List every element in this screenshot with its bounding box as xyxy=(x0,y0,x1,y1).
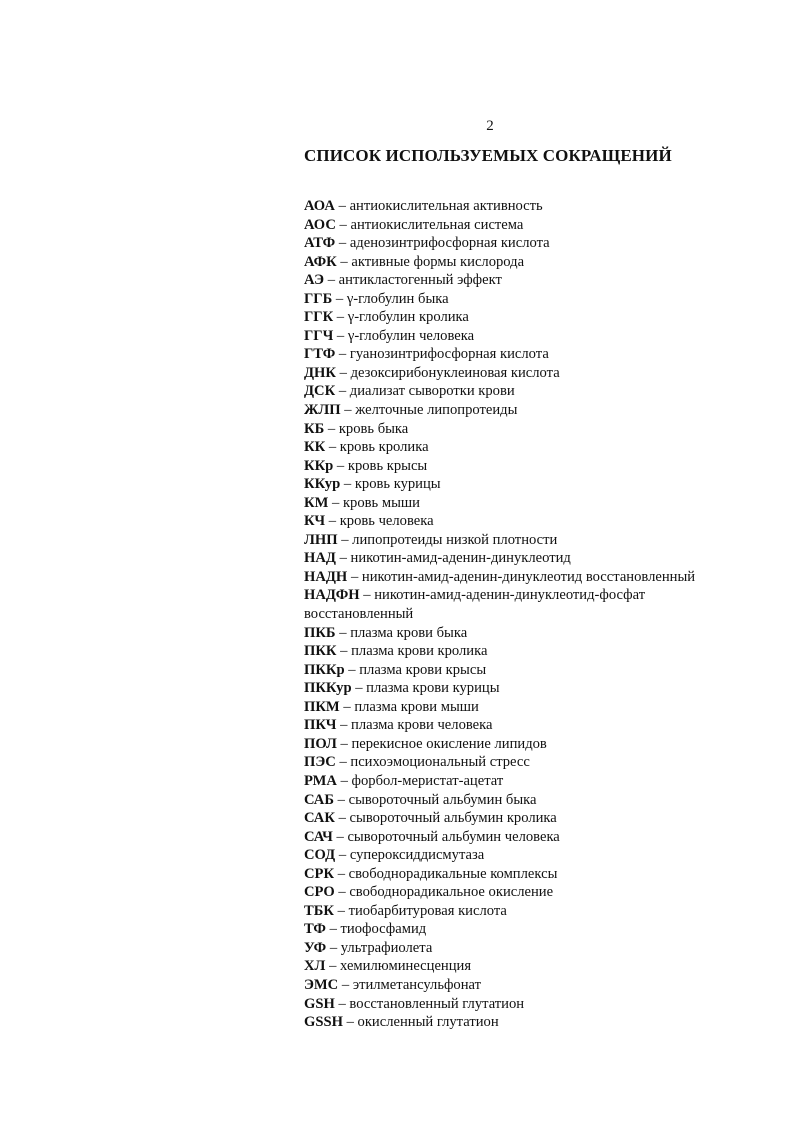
abbreviation-definition: никотин-амид-аденин-динуклеотид восстановленный xyxy=(361,568,696,585)
abbreviation-definition: тиобарбитуровая кислота xyxy=(348,902,507,919)
abbreviation-separator: – xyxy=(333,902,349,919)
abbreviation-item xyxy=(304,549,704,568)
abbreviation-term: САК xyxy=(304,810,335,827)
abbreviation-separator: – xyxy=(340,476,355,493)
abbreviation-item xyxy=(304,308,704,327)
abbreviation-definition: γ-глобулин человека xyxy=(347,327,475,344)
abbreviation-term: НАД xyxy=(304,550,336,567)
abbreviation-term: ХЛ xyxy=(304,958,326,975)
abbreviation-definition: плазма крови кролика xyxy=(351,643,488,660)
abbreviation-term: ПКЧ xyxy=(304,717,337,734)
abbreviation-item xyxy=(304,271,704,290)
abbreviation-definition: кровь мыши xyxy=(342,494,420,511)
abbreviation-item xyxy=(304,420,704,439)
abbreviation-separator: – xyxy=(336,717,352,734)
abbreviation-separator: – xyxy=(335,216,351,233)
abbreviation-item xyxy=(304,401,704,420)
abbreviation-item xyxy=(304,345,704,364)
abbreviation-separator: – xyxy=(344,661,360,678)
abbreviation-separator: – xyxy=(337,531,353,548)
abbreviation-definition: никотин-амид-аденин-динуклеотид xyxy=(350,550,571,567)
abbreviation-definition: антиокислительная активность xyxy=(349,198,543,214)
abbreviation-separator: – xyxy=(335,235,350,252)
abbreviation-definition: супероксиддисмутаза xyxy=(349,847,485,864)
abbreviation-separator: – xyxy=(335,383,350,400)
abbreviation-separator: – xyxy=(334,884,350,901)
abbreviation-separator: – xyxy=(342,1014,358,1031)
abbreviation-term: GSSH xyxy=(304,1014,343,1031)
abbreviation-separator: – xyxy=(334,995,350,1012)
page-title: СПИСОК ИСПОЛЬЗУЕМЫХ СОКРАЩЕНИЙ xyxy=(304,146,672,165)
abbreviation-definition: плазма крови мыши xyxy=(354,698,479,715)
abbreviation-item xyxy=(304,735,704,754)
abbreviation-item xyxy=(304,661,704,680)
abbreviation-item xyxy=(304,438,704,457)
abbreviation-separator: – xyxy=(336,643,352,660)
abbreviation-item xyxy=(304,883,704,902)
abbreviation-definition: перекисное окисление липидов xyxy=(351,735,547,752)
abbreviation-term: ГГБ xyxy=(304,290,333,307)
abbreviation-definition: окисленный глутатион xyxy=(357,1014,499,1031)
abbreviation-separator: – xyxy=(339,698,355,715)
abbreviation-definition: тиофосфамид xyxy=(340,921,427,938)
abbreviation-definition: антиокислительная система xyxy=(350,216,524,233)
abbreviation-item xyxy=(304,253,704,272)
abbreviation-separator: – xyxy=(335,364,351,381)
abbreviation-term: ККур xyxy=(304,476,341,493)
abbreviation-item xyxy=(304,234,704,253)
abbreviation-term: ГГЧ xyxy=(304,327,334,344)
abbreviation-term: ПКК xyxy=(304,643,337,660)
abbreviation-definition: антикластогенный эффект xyxy=(338,272,502,289)
abbreviation-item xyxy=(304,828,704,847)
abbreviation-item xyxy=(304,772,704,791)
abbreviation-separator: – xyxy=(325,958,341,975)
abbreviation-definition: плазма крови курицы xyxy=(366,680,500,697)
abbreviation-term: ПКБ xyxy=(304,624,336,641)
abbreviation-item xyxy=(304,939,704,958)
abbreviation-definition: свободнорадикальное окисление xyxy=(349,884,554,901)
abbreviation-definition: кровь курицы xyxy=(354,476,441,493)
abbreviation-separator: – xyxy=(333,327,348,344)
abbreviation-term: ПОЛ xyxy=(304,735,337,752)
abbreviation-separator: – xyxy=(324,272,339,289)
abbreviation-term: ПЭС xyxy=(304,754,336,771)
abbreviation-separator: – xyxy=(334,810,350,827)
abbreviation-term: КМ xyxy=(304,494,329,511)
abbreviation-term: ПКМ xyxy=(304,698,340,715)
abbreviation-separator: – xyxy=(335,624,351,641)
abbreviation-separator: – xyxy=(351,680,367,697)
abbreviation-separator: – xyxy=(347,568,362,585)
abbreviation-item xyxy=(304,846,704,865)
abbreviation-definition: липопротеиды низкой плотности xyxy=(352,531,558,548)
abbreviation-separator: – xyxy=(333,457,348,474)
abbreviation-definition: форбол-меристат-ацетат xyxy=(351,772,504,789)
abbreviation-item xyxy=(304,494,704,513)
abbreviation-item xyxy=(304,1013,704,1032)
abbreviation-term: ДСК xyxy=(304,383,336,400)
abbreviation-item xyxy=(304,364,704,383)
abbreviation-definition: плазма крови быка xyxy=(350,624,468,641)
abbreviation-separator: – xyxy=(338,976,353,993)
abbreviation-definition: плазма крови человека xyxy=(351,717,493,734)
abbreviation-item xyxy=(304,586,704,623)
abbreviation-definition: ультрафиолета xyxy=(340,939,433,956)
abbreviation-term: ЭМС xyxy=(304,976,339,993)
abbreviation-definition: сывороточный альбумин человека xyxy=(347,828,560,845)
abbreviation-definition: свободнорадикальные комплексы xyxy=(348,865,558,882)
abbreviation-item xyxy=(304,216,704,235)
abbreviation-definition: никотин-амид-аденин-динуклеотид-фосфат восстановленный xyxy=(304,587,646,623)
abbreviation-separator: – xyxy=(328,494,343,511)
abbreviation-definition: γ-глобулин кролика xyxy=(347,309,469,326)
abbreviation-item xyxy=(304,809,704,828)
abbreviation-term: КК xyxy=(304,439,326,456)
abbreviation-definition: диализат сыворотки крови xyxy=(349,383,515,400)
abbreviation-separator: – xyxy=(335,754,351,771)
abbreviation-term: КЧ xyxy=(304,513,326,530)
abbreviation-item xyxy=(304,902,704,921)
abbreviation-term: ЛНП xyxy=(304,531,338,548)
abbreviation-separator: – xyxy=(326,939,341,956)
abbreviation-term: НАДН xyxy=(304,568,348,585)
abbreviation-separator: – xyxy=(325,513,340,530)
abbreviation-separator: – xyxy=(336,253,352,270)
abbreviation-separator: – xyxy=(336,772,352,789)
abbreviation-item xyxy=(304,197,704,216)
abbreviation-definition: восстановленный глутатион xyxy=(349,995,525,1012)
abbreviation-term: ГГК xyxy=(304,309,334,326)
abbreviation-term: АТФ xyxy=(304,235,336,252)
abbreviation-item xyxy=(304,920,704,939)
abbreviation-definition: желточные липопротеиды xyxy=(355,402,518,419)
abbreviation-term: ПККур xyxy=(304,680,352,697)
abbreviation-term: ДНК xyxy=(304,364,336,381)
abbreviation-definition: аденозинтрифосфорная кислота xyxy=(349,235,550,252)
abbreviation-definition: сывороточный альбумин кролика xyxy=(349,810,557,827)
abbreviation-separator: – xyxy=(335,847,350,864)
abbreviation-item xyxy=(304,642,704,661)
abbreviation-separator: – xyxy=(332,290,347,307)
abbreviation-definition: дезоксирибонуклеиновая кислота xyxy=(350,364,560,381)
abbreviation-item xyxy=(304,475,704,494)
abbreviation-separator: – xyxy=(359,587,375,604)
abbreviation-definition: кровь быка xyxy=(338,420,409,437)
abbreviation-item xyxy=(304,568,704,587)
abbreviation-item xyxy=(304,865,704,884)
abbreviation-separator: – xyxy=(335,346,350,363)
abbreviation-list xyxy=(304,197,704,1032)
abbreviation-separator: – xyxy=(325,439,340,456)
abbreviation-separator: – xyxy=(334,865,349,882)
abbreviation-separator: – xyxy=(333,309,348,326)
abbreviation-item xyxy=(304,290,704,309)
abbreviation-separator: – xyxy=(335,550,351,567)
abbreviation-item xyxy=(304,382,704,401)
abbreviation-item xyxy=(304,995,704,1014)
abbreviation-separator: – xyxy=(334,198,350,214)
abbreviation-item xyxy=(304,327,704,346)
abbreviation-term: ТФ xyxy=(304,921,326,938)
abbreviation-definition: кровь кролика xyxy=(339,439,429,456)
page-number: 2 xyxy=(486,118,494,134)
abbreviation-separator: – xyxy=(336,735,352,752)
abbreviation-definition: гуанозинтрифосфорная кислота xyxy=(349,346,549,363)
abbreviation-term: СРО xyxy=(304,884,335,901)
abbreviation-term: СРК xyxy=(304,865,335,882)
abbreviation-separator: – xyxy=(340,402,356,419)
abbreviation-term: РМА xyxy=(304,772,337,789)
abbreviation-item xyxy=(304,624,704,643)
abbreviation-term: ГТФ xyxy=(304,346,336,363)
abbreviation-term: ККр xyxy=(304,457,334,474)
abbreviation-separator: – xyxy=(332,828,348,845)
abbreviation-item xyxy=(304,531,704,550)
abbreviation-item xyxy=(304,753,704,772)
abbreviation-definition: кровь крысы xyxy=(347,457,428,474)
abbreviation-term: АФК xyxy=(304,253,337,270)
abbreviation-item xyxy=(304,457,704,476)
abbreviation-term: ПККр xyxy=(304,661,345,678)
abbreviation-item xyxy=(304,716,704,735)
abbreviation-term: ТБК xyxy=(304,902,334,919)
abbreviation-term: АОА xyxy=(304,198,335,214)
abbreviation-definition: плазма крови крысы xyxy=(359,661,487,678)
abbreviation-term: СОД xyxy=(304,847,336,864)
abbreviation-term: НАДФН xyxy=(304,587,360,604)
abbreviation-term: САБ xyxy=(304,791,334,808)
abbreviation-term: УФ xyxy=(304,939,327,956)
abbreviation-item xyxy=(304,791,704,810)
abbreviation-separator: – xyxy=(324,420,339,437)
abbreviation-definition: сывороточный альбумин быка xyxy=(348,791,537,808)
abbreviation-definition: хемилюминесценция xyxy=(340,958,472,975)
abbreviation-definition: этилметансульфонат xyxy=(352,976,482,993)
abbreviation-definition: активные формы кислорода xyxy=(351,253,525,270)
abbreviation-term: АЭ xyxy=(304,272,325,289)
abbreviation-separator: – xyxy=(325,921,341,938)
abbreviation-item xyxy=(304,698,704,717)
abbreviation-term: КБ xyxy=(304,420,325,437)
abbreviation-definition: кровь человека xyxy=(339,513,434,530)
abbreviation-term: САЧ xyxy=(304,828,333,845)
abbreviation-definition: γ-глобулин быка xyxy=(346,290,449,307)
abbreviation-term: ЖЛП xyxy=(304,402,341,419)
abbreviation-separator: – xyxy=(334,791,349,808)
abbreviation-item xyxy=(304,679,704,698)
abbreviation-definition: психоэмоциональный стресс xyxy=(350,754,530,771)
abbreviation-item xyxy=(304,512,704,531)
abbreviation-item xyxy=(304,976,704,995)
abbreviation-term: GSH xyxy=(304,995,335,1012)
abbreviation-item xyxy=(304,957,704,976)
abbreviation-term: АОС xyxy=(304,216,336,233)
